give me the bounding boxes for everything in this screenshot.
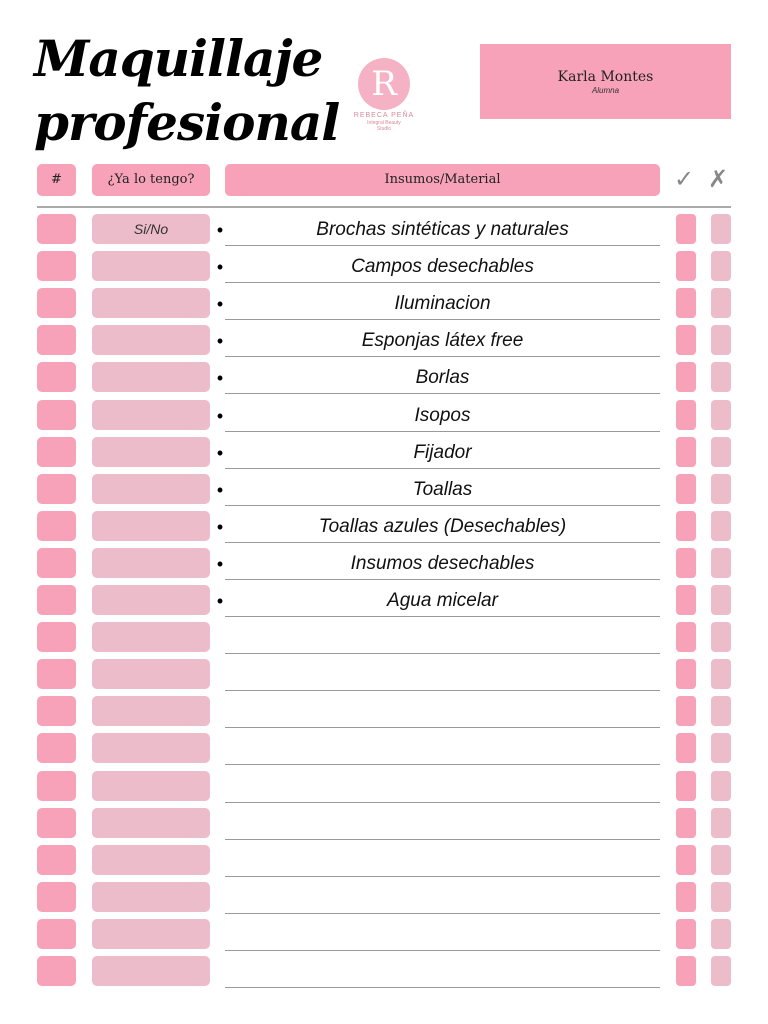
row-bullet: •	[216, 405, 224, 426]
row-item-text[interactable]: Toallas azules (Desechables)	[318, 515, 567, 537]
row-number-cell[interactable]	[37, 733, 76, 763]
row-cross-box[interactable]	[711, 622, 731, 652]
row-check-box[interactable]	[676, 548, 696, 578]
row-check-box[interactable]	[676, 325, 696, 355]
row-number-cell[interactable]	[37, 956, 76, 986]
row-have-cell[interactable]	[92, 251, 210, 281]
page-title-line-2: profesional	[34, 93, 340, 152]
row-check-box[interactable]	[676, 733, 696, 763]
row-number-cell[interactable]	[37, 585, 76, 615]
row-item-text[interactable]: Insumos desechables	[350, 552, 535, 574]
checklist-row	[0, 802, 768, 839]
checklist-row	[0, 356, 768, 393]
row-check-box[interactable]	[676, 362, 696, 392]
checklist-row	[0, 319, 768, 356]
checklist-row	[0, 690, 768, 727]
row-check-box[interactable]	[676, 659, 696, 689]
row-have-cell[interactable]	[92, 659, 210, 689]
row-underline	[225, 987, 660, 988]
row-bullet: •	[216, 294, 224, 315]
student-name: Karla Montes	[557, 69, 654, 85]
row-check-box[interactable]	[676, 511, 696, 541]
row-number-cell[interactable]	[37, 771, 76, 801]
row-bullet: •	[216, 479, 224, 500]
checklist-row	[0, 282, 768, 319]
row-number-cell[interactable]	[37, 474, 76, 504]
row-number-cell[interactable]	[37, 919, 76, 949]
row-number-cell[interactable]	[37, 288, 76, 318]
row-bullet: •	[216, 553, 224, 574]
logo-icon: R	[358, 58, 410, 110]
row-number-cell[interactable]	[37, 325, 76, 355]
page-title-line-1: Maquillaje	[34, 29, 323, 88]
row-cross-box[interactable]	[711, 882, 731, 912]
row-have-cell[interactable]	[92, 845, 210, 875]
row-cross-box[interactable]	[711, 845, 731, 875]
row-bullet: •	[216, 331, 224, 352]
checklist-row	[0, 950, 768, 987]
row-item-text[interactable]: Isopos	[414, 404, 471, 426]
row-cross-box[interactable]	[711, 251, 731, 281]
row-have-cell[interactable]	[92, 288, 210, 318]
row-cross-box[interactable]	[711, 437, 731, 467]
row-cross-box[interactable]	[711, 956, 731, 986]
row-number-cell[interactable]	[37, 845, 76, 875]
checklist-row	[0, 579, 768, 616]
row-check-box[interactable]	[676, 251, 696, 281]
row-have-cell[interactable]	[92, 437, 210, 467]
row-have-cell[interactable]: Si/No	[92, 214, 210, 244]
row-item-text[interactable]: Toallas	[412, 478, 473, 500]
row-cross-box[interactable]	[711, 400, 731, 430]
logo-subtitle-line-1: Integral Beauty	[367, 120, 401, 126]
row-cross-box[interactable]	[711, 362, 731, 392]
row-number-cell[interactable]	[37, 808, 76, 838]
row-number-cell[interactable]	[37, 696, 76, 726]
row-bullet: •	[216, 516, 224, 537]
logo-subtitle-line-2: Studio	[376, 126, 392, 132]
checklist-row	[0, 431, 768, 468]
row-number-cell[interactable]	[37, 511, 76, 541]
row-have-cell[interactable]	[92, 474, 210, 504]
row-item-text[interactable]: Fijador	[413, 441, 472, 463]
row-number-cell[interactable]	[37, 400, 76, 430]
row-item-text[interactable]: Campos desechables	[351, 256, 534, 278]
row-have-cell[interactable]	[92, 622, 210, 652]
checklist-row	[0, 765, 768, 802]
row-check-box[interactable]	[676, 437, 696, 467]
checklist-row	[0, 913, 768, 950]
row-item-text[interactable]: Esponjas látex free	[361, 330, 524, 352]
header-have-it: ¿Ya lo tengo?	[92, 164, 210, 196]
row-check-box[interactable]	[676, 288, 696, 318]
row-cross-box[interactable]	[711, 919, 731, 949]
row-check-box[interactable]	[676, 771, 696, 801]
row-have-cell[interactable]	[92, 548, 210, 578]
row-have-cell[interactable]	[92, 511, 210, 541]
checklist-row	[0, 542, 768, 579]
row-check-box[interactable]	[676, 808, 696, 838]
logo-subtitle	[344, 120, 424, 132]
row-item-text[interactable]: Brochas sintéticas y naturales	[316, 219, 569, 240]
row-bullet: •	[216, 591, 224, 611]
row-cross-box[interactable]	[711, 771, 731, 801]
student-role: Alumna	[591, 86, 620, 95]
row-check-box[interactable]	[676, 956, 696, 986]
row-cross-box[interactable]	[711, 659, 731, 689]
checklist-row	[0, 394, 768, 431]
row-bullet: •	[216, 257, 224, 278]
checklist-row	[0, 468, 768, 505]
row-have-cell[interactable]	[92, 808, 210, 838]
cross-icon: ✗	[708, 166, 729, 193]
row-number-cell[interactable]	[37, 362, 76, 392]
row-bullet: •	[216, 220, 224, 240]
checklist-row	[0, 616, 768, 653]
row-cross-box[interactable]	[711, 733, 731, 763]
row-have-cell[interactable]	[92, 696, 210, 726]
row-check-box[interactable]	[676, 882, 696, 912]
row-have-cell[interactable]	[92, 585, 210, 615]
check-icon: ✓	[674, 166, 695, 193]
row-check-box[interactable]	[676, 845, 696, 875]
row-cross-box[interactable]	[711, 288, 731, 318]
row-check-box[interactable]	[676, 474, 696, 504]
row-check-box[interactable]	[676, 919, 696, 949]
checklist-row	[0, 876, 768, 913]
row-cross-box[interactable]	[711, 474, 731, 504]
row-have-cell[interactable]	[92, 919, 210, 949]
checklist-row	[0, 839, 768, 876]
row-number-cell[interactable]	[37, 622, 76, 652]
student-name-box	[480, 44, 731, 119]
row-check-box[interactable]	[676, 400, 696, 430]
row-bullet: •	[216, 442, 224, 463]
row-number-cell[interactable]	[37, 659, 76, 689]
row-check-box[interactable]	[676, 585, 696, 615]
checklist-row	[0, 505, 768, 542]
checklist-row	[0, 245, 768, 282]
row-bullet: •	[216, 368, 224, 389]
row-number-cell[interactable]	[37, 882, 76, 912]
row-check-box[interactable]	[676, 622, 696, 652]
row-cross-box[interactable]	[711, 325, 731, 355]
row-have-cell[interactable]	[92, 733, 210, 763]
logo-name: REBECA PEÑA	[353, 112, 415, 119]
row-check-box[interactable]	[676, 696, 696, 726]
checklist-row	[0, 727, 768, 764]
row-cross-box[interactable]	[711, 214, 731, 244]
checklist-row	[0, 208, 768, 245]
header-number: #	[37, 164, 76, 196]
row-number-cell[interactable]	[37, 214, 76, 244]
row-have-cell[interactable]	[92, 362, 210, 392]
checklist-row	[0, 653, 768, 690]
row-cross-box[interactable]	[711, 585, 731, 615]
row-item-text[interactable]: Borlas	[415, 367, 470, 389]
row-cross-box[interactable]	[711, 696, 731, 726]
row-cross-box[interactable]	[711, 548, 731, 578]
row-check-box[interactable]	[676, 214, 696, 244]
row-have-cell[interactable]	[92, 956, 210, 986]
row-have-cell[interactable]	[92, 771, 210, 801]
row-have-cell[interactable]	[92, 400, 210, 430]
row-number-cell[interactable]	[37, 251, 76, 281]
row-item-text[interactable]: Agua micelar	[387, 590, 498, 611]
row-cross-box[interactable]	[711, 511, 731, 541]
row-number-cell[interactable]	[37, 548, 76, 578]
header-supplies: Insumos/Material	[225, 164, 660, 196]
row-have-cell[interactable]	[92, 325, 210, 355]
row-item-text[interactable]: Iluminacion	[394, 293, 491, 315]
row-cross-box[interactable]	[711, 808, 731, 838]
row-have-cell[interactable]	[92, 882, 210, 912]
row-number-cell[interactable]	[37, 437, 76, 467]
